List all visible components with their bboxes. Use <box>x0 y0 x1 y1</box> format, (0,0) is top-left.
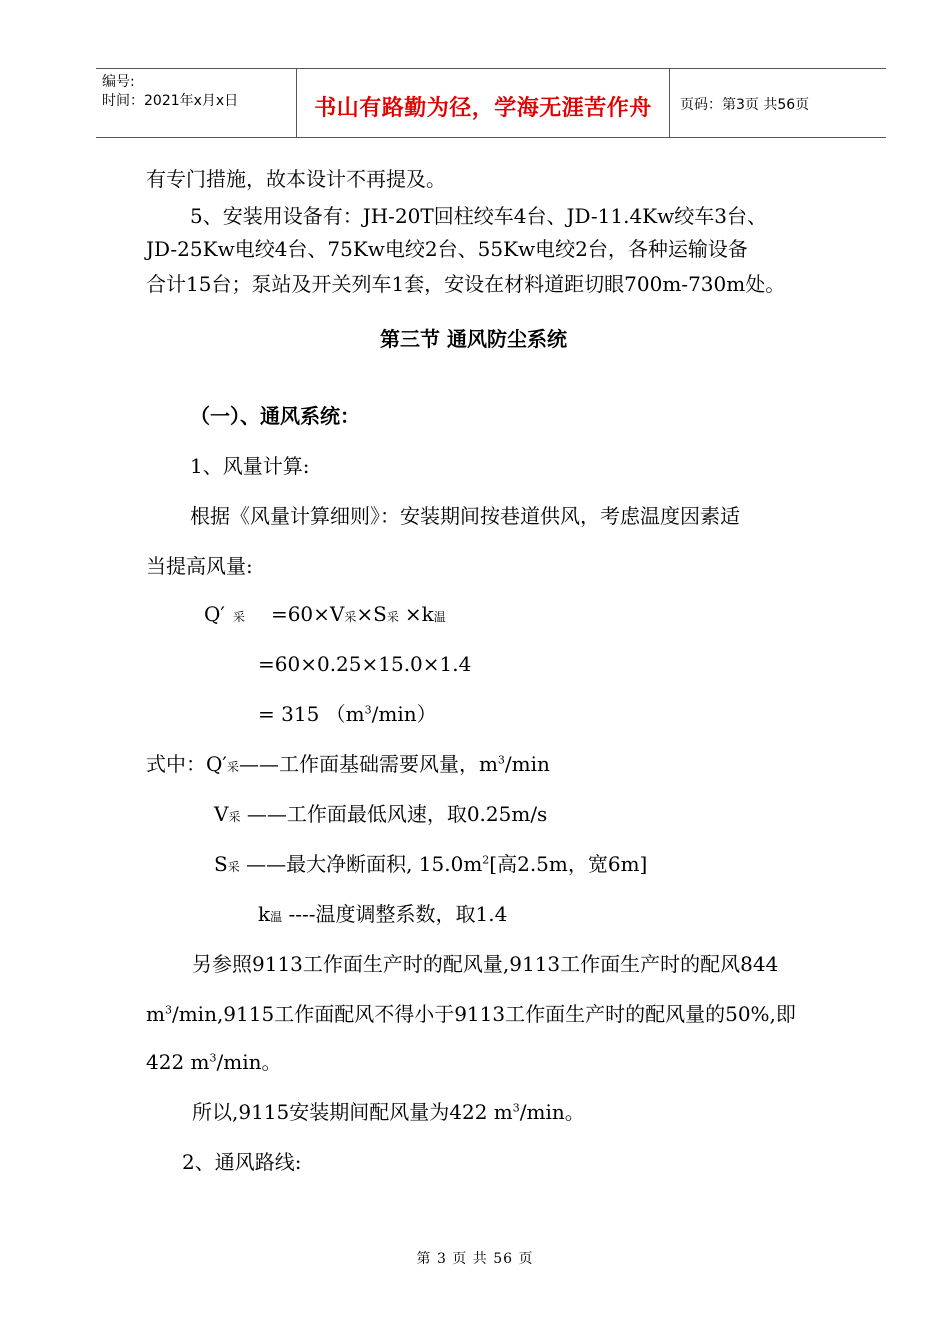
header-page-cell <box>670 69 886 137</box>
paragraph-line: 当提高风量: <box>146 554 253 578</box>
paragraph-line: 有专门措施，故本设计不再提及。 <box>146 167 446 191</box>
paragraph-line: $m^3/\min,9115$工作面配风不得小于9113工作面生产时的配风量的50%,即 <box>146 1002 796 1026</box>
definition-line: V采 ——工作面最低风速，取0.25m/s <box>214 802 548 826</box>
subsection-title: （一）、通风系统： <box>190 404 360 428</box>
header-meta <box>96 69 296 137</box>
definition-line: k温 ----温度调整系数，取1.4 <box>258 902 508 926</box>
formula-line: Q′ 采 =60×V采×S采 ×k温 <box>204 602 446 626</box>
item-heading: 1、风量计算: <box>190 454 310 478</box>
document-time-label: 时间：2021年x月x日 <box>102 93 239 109</box>
paragraph-line: 合计15台；泵站及开关列车1套，安设在材料道距切眼700m-730m处。 <box>146 272 786 296</box>
paragraph-line: 根据《风量计算细则》：安装期间按巷道供风，考虑温度因素适 <box>190 504 740 528</box>
paragraph-line: JD-25Kw电绞4台、75Kw电绞2台、55Kw电绞2台，各种运输设备 <box>146 237 748 261</box>
header-motto-cell <box>296 69 670 137</box>
definition-line: S采 ——最大净断面积, $15.0m^2$[高2.5m，宽6m] <box>214 852 648 876</box>
paragraph-line: 5、安装用设备有：JH-20T回柱绞车4台、JD-11.4Kw绞车3台、 <box>190 204 767 228</box>
definition-line: 式中：Q′采——工作面基础需要风量，$m^3/\min$ <box>146 752 550 776</box>
paragraph-line: 422 $m^3/\min$。 <box>146 1050 282 1074</box>
paragraph-line: 所以,9115安装期间配风量为422 $m^3/\min$。 <box>192 1100 585 1124</box>
paragraph-line: 另参照9113工作面生产时的配风量,9113工作面生产时的配风844 <box>192 952 779 976</box>
header-page-info: 页码：第3页 共56页 <box>680 97 810 113</box>
formula-line: =60×0.25×15.0×1.4 <box>258 652 472 676</box>
page-header <box>96 68 886 138</box>
page-footer: 第 3 页 共 56 页 <box>416 1251 534 1267</box>
section-title: 第三节 通风防尘系统 <box>380 327 567 351</box>
document-number-label: 编号: <box>102 74 135 90</box>
header-motto: 书山有路勤为径，学海无涯苦作舟 <box>314 96 652 121</box>
item-heading: 2、通风路线: <box>182 1150 302 1174</box>
formula-line: = 315 $(m^3/\min)$ <box>258 702 437 726</box>
